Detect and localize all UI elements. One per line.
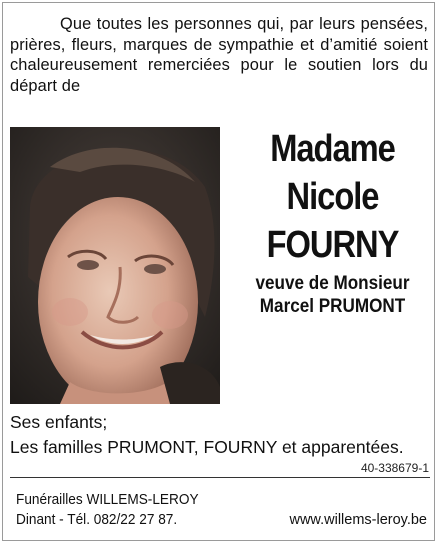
widow-line-2: Marcel PRUMONT <box>259 296 406 317</box>
family-signature <box>10 410 430 460</box>
widow-of <box>240 272 425 318</box>
name-last: FOURNY <box>266 224 399 266</box>
intro-text: Que toutes les personnes qui, par leurs pensées, prières, fleurs, marques de sympathie et d’amitié soient chaleureusement remerciées pour le soutien lors du départ de <box>10 15 428 95</box>
name-first: Nicole <box>286 176 379 218</box>
funeral-home-contact: Dinant - Tél. 082/22 27 87. <box>16 512 178 528</box>
reference-number: 40-338679-1 <box>360 461 429 475</box>
family-line-1: Ses enfants; <box>10 412 108 432</box>
family-line-2: Les familles PRUMONT, FOURNY et apparentées. <box>10 437 404 457</box>
deceased-name <box>244 125 420 269</box>
footer-divider <box>10 477 430 478</box>
portrait-photo <box>10 127 220 404</box>
funeral-home-name: Funérailles WILLEMS-LEROY <box>16 492 199 508</box>
name-title: Madame <box>270 128 395 170</box>
widow-line-1: veuve de Monsieur <box>255 273 410 294</box>
funeral-home-website[interactable]: www.willems-leroy.be <box>289 512 427 528</box>
